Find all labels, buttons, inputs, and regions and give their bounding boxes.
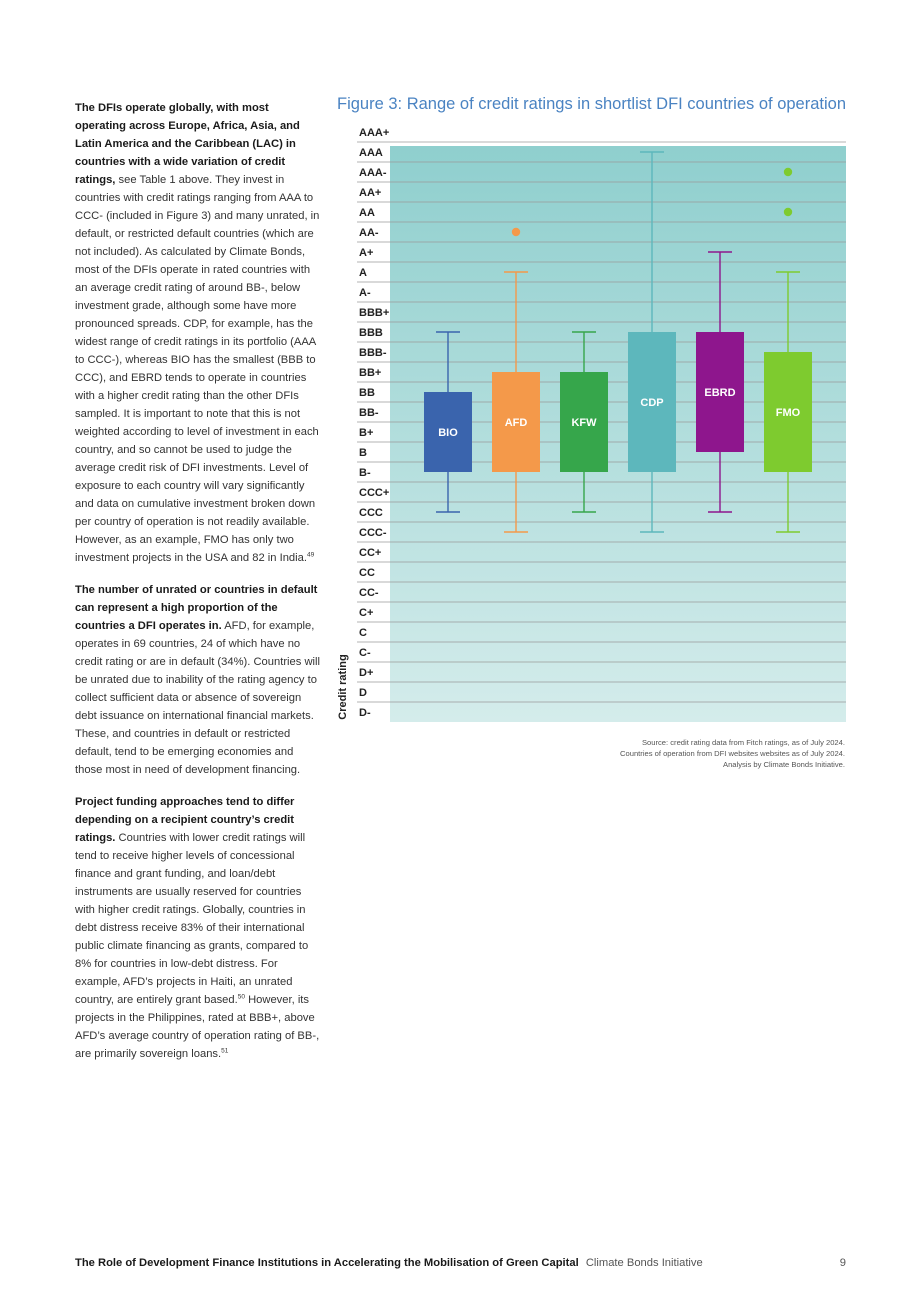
y-tick-label: AA-	[359, 227, 379, 239]
outlier-point	[512, 228, 520, 236]
y-tick-label: BB-	[359, 407, 379, 419]
box-label: CDP	[640, 397, 664, 409]
y-tick-label: AAA	[359, 147, 383, 159]
y-tick-label: D-	[359, 707, 371, 719]
y-tick-label: A-	[359, 287, 371, 299]
footnote-ref: 49	[306, 551, 315, 559]
y-tick-label: AAA+	[359, 127, 390, 139]
footer-org: Climate Bonds Initiative	[585, 1257, 703, 1269]
box-label: AFD	[504, 417, 528, 429]
y-tick-label: B	[359, 447, 367, 459]
y-tick-label: C	[359, 627, 367, 639]
footnote-ref: 50	[237, 993, 245, 1001]
paragraph-3	[75, 793, 321, 1063]
y-tick-label: AAA-	[359, 167, 387, 179]
footer-title: The Role of Development Finance Institutions in Accelerating the Mobilisation of Green Capital	[75, 1257, 579, 1269]
figure-title: Figure 3: Range of credit ratings in shortlist DFI countries of operation	[337, 95, 846, 113]
footnote-ref: 51	[221, 1047, 229, 1055]
y-axis-label: Credit rating	[337, 654, 349, 720]
y-tick-label: D	[359, 687, 367, 699]
y-tick-label: CCC+	[359, 487, 390, 499]
box-plot-chart	[330, 120, 870, 740]
y-tick-label: AA	[359, 207, 375, 219]
outlier-point	[784, 208, 792, 216]
box-label: EBRD	[704, 387, 736, 399]
paragraph-1	[75, 99, 321, 567]
paragraph-2	[75, 581, 321, 779]
y-tick-label: BBB+	[359, 307, 390, 319]
source-line: Countries of operation from DFI websites websites as of July 2024.	[620, 749, 845, 758]
paragraph-3-text-1: Countries with lower credit ratings will tend to receive higher levels of concessional finance and grant funding, and loan/debt instruments are usually reserved for countries with higher credit ratings. Globally, countries in debt distress receive 83% of their international public climate financing as grants, compared to 8% for countries in low-debt distress. For example, AFD’s projects in Haiti, an unrated country, are entirely grant based.	[75, 832, 309, 1006]
box-label: KFW	[571, 417, 597, 429]
outlier-point	[784, 168, 792, 176]
y-tick-label: B-	[359, 467, 371, 479]
y-tick-label: C+	[359, 607, 374, 619]
page-number: 9	[839, 1257, 846, 1269]
body-text	[75, 99, 321, 1077]
paragraph-3-lead: Project funding approaches tend to differ depending on a recipient country’s credit ratings.	[75, 796, 295, 844]
y-tick-label: CCC-	[359, 527, 387, 539]
source-line: Source: credit rating data from Fitch ratings, as of July 2024.	[641, 738, 845, 747]
y-tick-label: A	[359, 267, 367, 279]
y-tick-label: D+	[359, 667, 374, 679]
box-label: BIO	[438, 427, 458, 439]
paragraph-3-text-2: However, its projects in the Philippines, rated at BBB+, above AFD’s average country of operation rating of BB-, are primarily sovereign loans.	[75, 994, 320, 1060]
y-tick-label: BB+	[359, 367, 382, 379]
y-tick-label: B+	[359, 427, 374, 439]
y-tick-label: CCC	[359, 507, 383, 519]
y-tick-label: AA+	[359, 187, 382, 199]
y-tick-label: BBB	[359, 327, 383, 339]
paragraph-2-text: AFD, for example, operates in 69 countries, 24 of which have no credit rating or are in default (34%). Countries will be unrated due to inability of the rating agency to collect sufficient data or absence of sovereign debt issuance on international financial markets. These, and countries in default or restricted default, tend to be emerging economies and those most in need of development financing.	[75, 620, 320, 776]
y-tick-label: CC-	[359, 587, 379, 599]
y-tick-label: C-	[359, 647, 371, 659]
y-tick-label: CC	[359, 567, 375, 579]
source-line: Analysis by Climate Bonds Initiative.	[723, 760, 845, 769]
y-tick-label: BB	[359, 387, 375, 399]
y-tick-label: CC+	[359, 547, 382, 559]
paragraph-1-lead: The DFIs operate globally, with most operating across Europe, Africa, Asia, and Latin America and the Caribbean (LAC) in countries with a wide variation of credit ratings,	[75, 102, 300, 186]
y-tick-label: BBB-	[359, 347, 387, 359]
figure-source	[425, 737, 845, 770]
paragraph-1-text: see Table 1 above. They invest in countries with credit ratings ranging from AAA to CCC- (included in Figure 3) and many unrated, in default, or restricted default countries (which are not included). As calculated by Climate Bonds, most of the DFIs operate in rated countries with an average credit rating of around BB-, below investment grade, although some have more pronounced spreads. CDP, for example, has the widest range of credit ratings in its portfolio (AAA to CCC-), whereas BIO has the smallest (BBB to CCC), and EBRD tends to operate in countries with a higher credit rating than the other DFIs sampled. It is important to note that this is not weighted according to level of investment in each country, and so cannot be used to judge the average credit risk of DFI investments. Level of exposure to each country will vary significantly and data on cumulative investment broken down per country of operation is not readily available. However, as an example, FMO has only two investment projects in the USA and 82 in India.	[75, 174, 320, 564]
page-footer	[75, 1257, 846, 1269]
y-tick-label: A+	[359, 247, 374, 259]
box-label: FMO	[775, 407, 801, 419]
paragraph-2-lead: The number of unrated or countries in default can represent a high proportion of the countries a DFI operates in.	[75, 584, 318, 632]
